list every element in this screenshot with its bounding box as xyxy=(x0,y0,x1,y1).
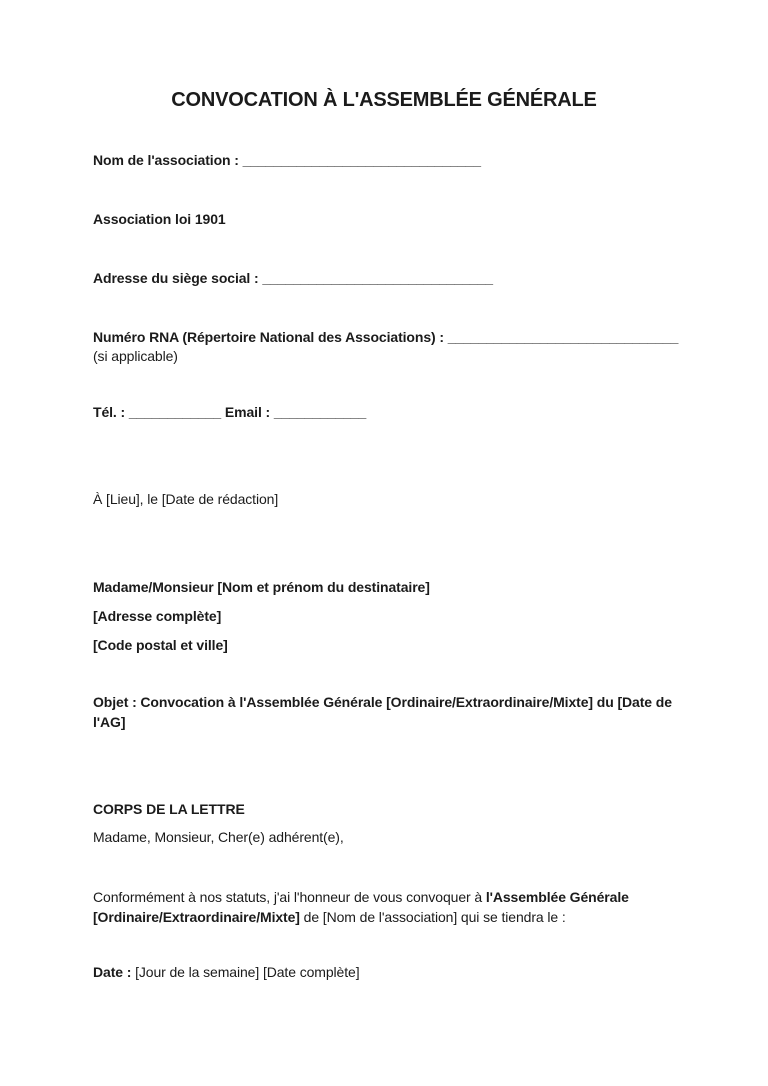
association-name-label: Nom de l'association : xyxy=(93,152,243,168)
invitation-tail: de [Nom de l'association] qui se tiendra le : xyxy=(299,909,566,925)
phone-blank: ____________ xyxy=(128,404,222,420)
field-address xyxy=(93,268,493,288)
body-section-heading: CORPS DE LA LETTRE xyxy=(93,801,245,817)
date-label: Date : xyxy=(93,964,132,980)
recipient-city-line: [Code postal et ville] xyxy=(93,637,228,653)
place-date-line: À [Lieu], le [Date de rédaction] xyxy=(93,491,279,507)
recipient-address-line: [Adresse complète] xyxy=(93,608,222,624)
rna-note: (si applicable) xyxy=(93,348,178,364)
subject-line: Objet : Convocation à l'Assemblée Générale [Ordinaire/Extraordinaire/Mixte] du [Date de l'AG] xyxy=(93,694,672,730)
association-name-blank: _______________________________ xyxy=(242,152,481,168)
field-phone-email xyxy=(93,402,366,422)
field-rna xyxy=(93,327,678,347)
address-label: Adresse du siège social : xyxy=(93,270,263,286)
recipient-name-line: Madame/Monsieur [Nom et prénom du destinataire] xyxy=(93,579,430,595)
document-title: CONVOCATION À L'ASSEMBLÉE GÉNÉRALE xyxy=(171,89,597,111)
invitation-highlight: l'Assemblée Générale [Ordinaire/Extraordinaire/Mixte] xyxy=(93,889,629,925)
salutation-line: Madame, Monsieur, Cher(e) adhérent(e), xyxy=(93,829,344,845)
association-law-line: Association loi 1901 xyxy=(93,211,226,227)
address-blank: ______________________________ xyxy=(262,270,493,286)
date-value: [Jour de la semaine] [Date complète] xyxy=(131,964,360,980)
rna-blank: ______________________________ xyxy=(447,329,679,345)
email-blank: ____________ xyxy=(273,404,367,420)
phone-label: Tél. : xyxy=(93,404,129,420)
field-association-name xyxy=(93,150,481,170)
email-label: Email : xyxy=(221,404,274,420)
date-line xyxy=(93,962,360,982)
invitation-lead: Conformément à nos statuts, j'ai l'honneur de vous convoquer à xyxy=(93,889,486,905)
invitation-paragraph xyxy=(93,887,681,927)
rna-label: Numéro RNA (Répertoire National des Associations) : xyxy=(93,329,448,345)
